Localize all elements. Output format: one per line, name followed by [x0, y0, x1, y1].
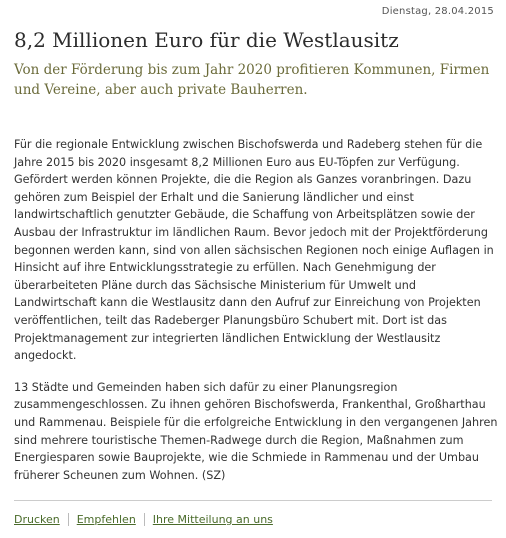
article-subheadline: Von der Förderung bis zum Jahr 2020 profitieren Kommunen, Firmen und Vereine, aber auch private Bauherren.	[14, 62, 490, 98]
submit-message-link[interactable]: Ihre Mitteilung an uns	[152, 513, 273, 526]
article-paragraph-1: Für die regionale Entwicklung zwischen Bischofswerda und Radeberg stehen für die Jahre 2015 bis 2020 insgesamt 8,2 Millionen Euro aus EU-Töpfen zur Verfügung. Gefördert werden können Projekte, die die Region als Ganzes voranbringen. Dazu gehören zum Beispiel der Erhalt und die Sanierung ländlicher und einst landwirtschaftlich genutzter Gebäude, die Schaffung von Arbeitsplätzen sowie der Ausbau der Infrastruktur im ländlichen Raum. Bevor jedoch mit der Projektförderung begonnen werden kann, sind von allen sächsischen Regionen noch einige Auflagen in Hinsicht auf ihre Entwicklungsstrategie zu erfüllen. Nach Genehmigung der überarbeiteten Pläne durch das Sächsische Ministerium für Umwelt und Landwirtschaft kann die Westlausitz dann den Aufruf zur Einreichung von Projekten veröffentlichen, teilt das Radeberger Planungsbüro Schubert mit. Dort ist das Projektmanagement zur integrierten ländlichen Entwicklung der Westlausitz angedockt.	[14, 138, 494, 363]
action-separator	[144, 513, 145, 526]
article-date: Dienstag, 28.04.2015	[381, 6, 494, 17]
recommend-link[interactable]: Empfehlen	[76, 513, 136, 526]
article-body	[14, 136, 498, 484]
print-link[interactable]: Drucken	[14, 513, 60, 526]
article	[14, 28, 498, 498]
action-separator	[68, 513, 69, 526]
article-paragraph-2: 13 Städte und Gemeinden haben sich dafür zu einer Planungsregion zusammengeschlossen. Zu ihnen gehören Bischofswerda, Frankenthal, Großharthau und Rammenau. Beispiele für die erfolgreiche Entwicklung in den vergangenen Jahren sind mehrere touristische Themen-Radwege durch die Region, Maßnahmen zum Energiesparen sowie Bauprojekte, wie die Schmiede in Rammenau und der Umbau früherer Scheunen zum Wohnen. (SZ)	[14, 380, 498, 482]
article-headline: 8,2 Millionen Euro für die Westlausitz	[14, 28, 399, 52]
footer-divider	[14, 500, 492, 501]
article-actions	[14, 513, 273, 526]
